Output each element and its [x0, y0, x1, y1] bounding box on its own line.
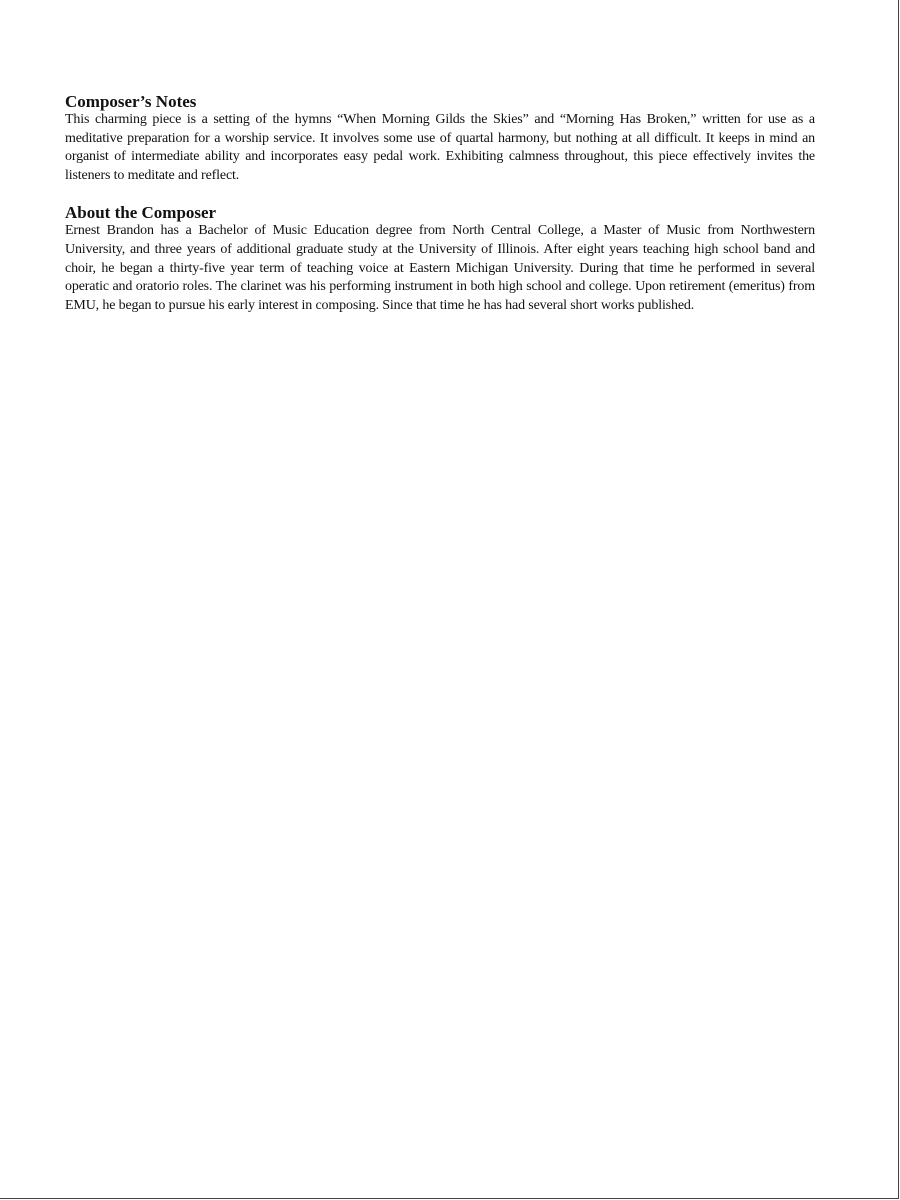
- about-composer-body: Ernest Brandon has a Bachelor of Music Education degree from North Central College, a Master of Music from Northwestern University, and three years of additional graduate study at the University of Illinois. After eight years teaching high school band and choir, he began a thirty-five year term of teaching voice at Eastern Michigan University. During that time he performed in several operatic and oratorio roles. The clarinet was his performing instrument in both high school and college. Upon retirement (emeritus) from EMU, he began to pursue his early interest in composing. Since that time he has had several short works published.: [65, 223, 815, 313]
- about-composer-heading: About the Composer: [65, 203, 217, 223]
- composers-notes-heading: Composer’s Notes: [65, 92, 197, 111]
- composers-notes-section: [65, 92, 815, 185]
- page-content: [65, 92, 815, 333]
- composers-notes-body: This charming piece is a setting of the hymns “When Morning Gilds the Skies” and “Morning Has Broken,” written for use as a meditative preparation for a worship service. It involves some use of quartal harmony, but nothing at all difficult. It keeps in mind an organist of intermediate ability and incorporates easy pedal work. Exhibiting calmness throughout, this piece effectively invites the listeners to meditate and reflect.: [65, 112, 815, 183]
- about-composer-section: [65, 203, 815, 315]
